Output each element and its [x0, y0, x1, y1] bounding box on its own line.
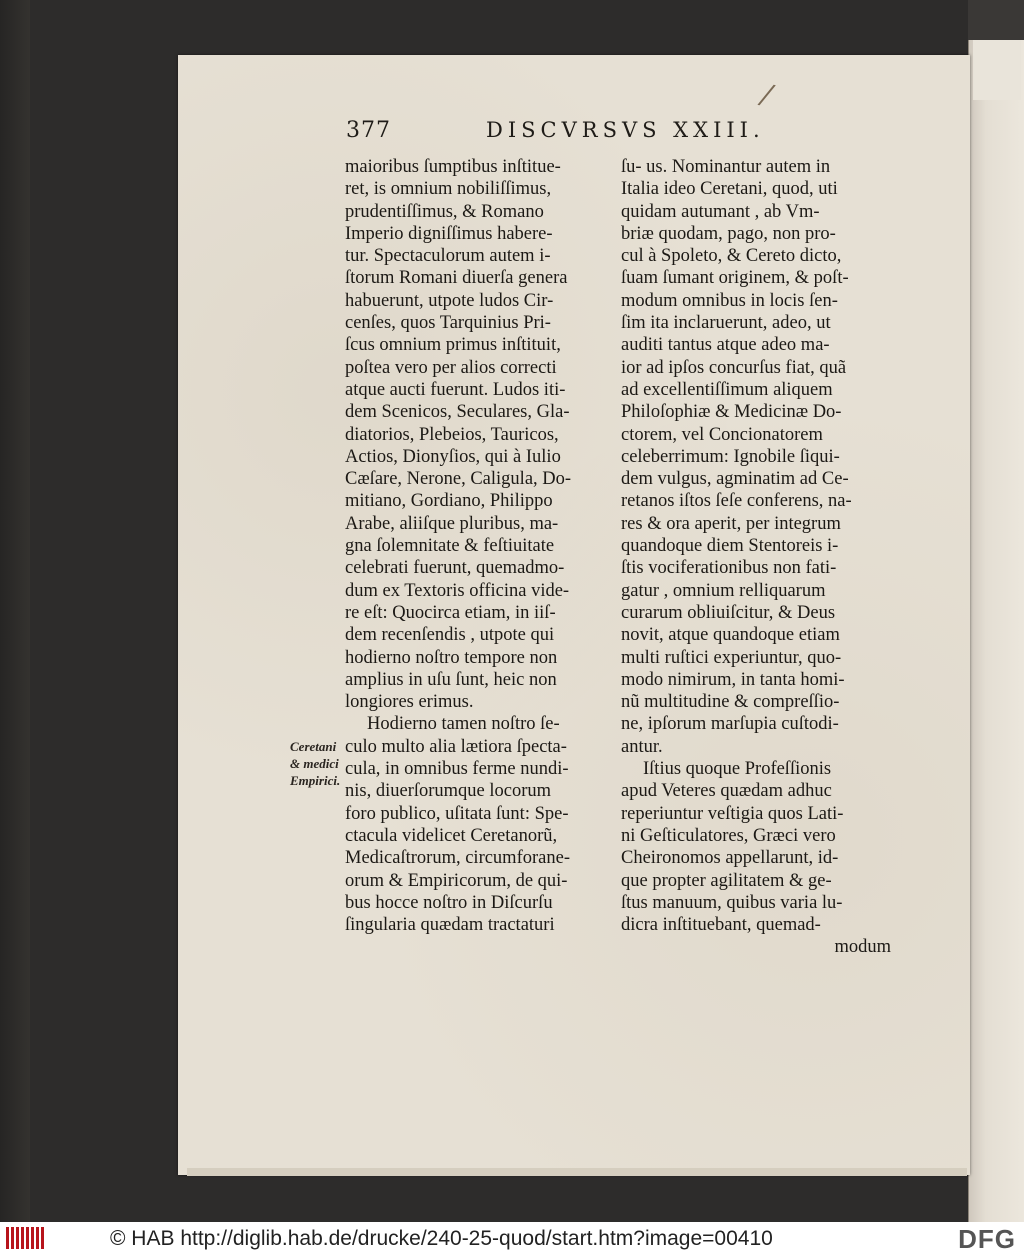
text-line: res & ora aperit, per integrum: [621, 513, 841, 534]
text-line: auditi tantus atque adeo ma-: [621, 335, 830, 356]
dfg-logo: DFG: [958, 1224, 1016, 1254]
text-line: antur.: [621, 736, 663, 757]
page-number: 377: [346, 118, 391, 143]
text-line: ior ad ipſos concurſus fiat, quã: [621, 357, 847, 378]
text-line: Iſtius quoque Profeſſionis: [643, 759, 832, 780]
text-line: longiores erimus.: [345, 692, 474, 713]
text-line: ctorem, vel Concionatorem: [621, 424, 823, 445]
text-line: cula, in omnibus ferme nundi-: [345, 759, 569, 780]
text-line: re eſt: Quocirca etiam, in iiſ-: [345, 602, 556, 623]
text-line: ad excellentiſſimum aliquem: [621, 379, 833, 400]
text-line: Italia ideo Ceretani, quod, uti: [621, 179, 838, 200]
text-line: novit, atque quandoque etiam: [621, 625, 840, 646]
text-line: nis, diuerſorumque locorum: [345, 781, 552, 802]
text-line: cul à Spoleto, & Cereto dicto,: [621, 246, 842, 267]
text-line: briæ quodam, pago, non pro-: [621, 223, 836, 244]
page-bottom-edge: [187, 1168, 967, 1176]
text-line: poſtea vero per alios correcti: [345, 357, 557, 378]
text-line: Hodierno tamen noſtro ſe-: [367, 714, 560, 735]
text-line: ſim ita inclaruerunt, adeo, ut: [621, 313, 831, 334]
scan-background-left: [0, 0, 30, 1222]
marginal-note-line: & medici: [290, 756, 339, 771]
text-line: habuerunt, utpote ludos Cir-: [345, 290, 554, 311]
text-line: quidam autumant , ab Vm-: [621, 201, 820, 222]
text-column-left: [345, 156, 621, 936]
text-line: gatur , omnium relliquarum: [621, 580, 826, 601]
marginal-note: [290, 738, 340, 789]
text-line: celebrati fuerunt, quemadmo-: [345, 558, 565, 579]
adjacent-page-tab: [973, 40, 1021, 100]
text-line: curarum obliuiſcitur, & Deus: [621, 602, 836, 623]
text-line: orum & Empiricorum, de qui-: [345, 870, 568, 891]
text-line: maioribus ſumptibus inſtitue-: [345, 157, 561, 177]
text-line: modo nimirum, in tanta homi-: [621, 669, 845, 690]
footer-bar: [0, 1222, 1024, 1255]
text-line: ret, is omnium nobiliſſimus,: [345, 179, 552, 200]
text-line: modum: [834, 937, 891, 958]
text-line: dum ex Textoris officina vide-: [345, 580, 570, 601]
text-line: nũ multitudine & compreſſio-: [621, 692, 840, 713]
adjacent-page-edge: [968, 40, 1024, 1222]
text-line: cenſes, quos Tarquinius Pri-: [345, 313, 551, 334]
footer-copyright-url[interactable]: © HAB http://diglib.hab.de/drucke/240-25-quod/start.htm?image=00410: [110, 1227, 773, 1250]
text-line: gna ſolemnitate & feſtiuitate: [345, 536, 555, 557]
marginal-note-line: Ceretani: [290, 739, 337, 754]
text-line: dem Scenicos, Seculares, Gla-: [345, 402, 570, 423]
text-line: dicra inſtituebant, quemad-: [621, 915, 821, 936]
text-line: apud Veteres quædam adhuc: [621, 781, 832, 802]
text-line: Cheironomos appellarunt, id-: [621, 848, 839, 869]
text-line: tur. Spectaculorum autem i-: [345, 246, 551, 267]
text-line: dem vulgus, agminatim ad Ce-: [621, 469, 849, 490]
text-line: Arabe, aliiſque pluribus, ma-: [345, 513, 559, 534]
text-line: Medicaſtrorum, circumforane-: [345, 848, 570, 869]
text-line: ſuam ſumant originem, & poſt-: [621, 268, 849, 289]
text-line: ſu- us. Nominantur autem in: [621, 157, 831, 177]
text-line: bus hocce noſtro in Diſcurſu: [345, 892, 553, 913]
text-line: Philoſophiæ & Medicinæ Do-: [621, 402, 842, 423]
text-column-right: [621, 156, 891, 959]
text-line: multi ruſtici experiuntur, quo-: [621, 647, 842, 668]
text-line: celeberrimum: Ignobile ſiqui-: [621, 446, 840, 467]
text-line: prudentiſſimus, & Romano: [345, 201, 544, 222]
text-line: que propter agilitatem & ge-: [621, 870, 832, 891]
running-head-title: DISCVRSVS XXIII.: [486, 118, 765, 142]
hab-logo: [6, 1227, 46, 1249]
text-line: dem recenſendis , utpote qui: [345, 625, 555, 646]
text-line: ſtis vociferationibus non fati-: [621, 558, 837, 579]
text-line: mitiano, Gordiano, Philippo: [345, 491, 553, 512]
text-line: Cæſare, Nerone, Caligula, Do-: [345, 469, 572, 490]
text-line: ſcus omnium primus inſtituit,: [345, 335, 561, 356]
text-line: ſtus manuum, quibus varia lu-: [621, 892, 843, 913]
text-line: amplius in uſu ſunt, heic non: [345, 669, 557, 690]
running-head: [346, 118, 766, 154]
pencil-mark: /: [758, 77, 775, 112]
marginal-note-line: Empirici.: [290, 773, 341, 788]
text-line: modum omnibus in locis ſen-: [621, 290, 838, 311]
text-line: ſtorum Romani diuerſa genera: [345, 268, 568, 289]
text-line: retanos iſtos ſeſe conferens, na-: [621, 491, 852, 512]
text-line: Actios, Dionyſios, qui à Iulio: [345, 446, 561, 467]
scan-background-top-right: [968, 0, 1024, 40]
text-line: quandoque diem Stentoreis i-: [621, 536, 839, 557]
text-line: hodierno noſtro tempore non: [345, 647, 558, 668]
text-line: foro publico, uſitata ſunt: Spe-: [345, 803, 569, 824]
text-line: Imperio digniſſimus habere-: [345, 223, 553, 244]
text-line: ne, ipſorum marſupia cuſtodi-: [621, 714, 839, 735]
text-line: reperiuntur veſtigia quos Lati-: [621, 803, 844, 824]
text-line: diatorios, Plebeios, Tauricos,: [345, 424, 559, 445]
text-line: atque aucti fuerunt. Ludos iti-: [345, 379, 566, 400]
text-line: ctacula videlicet Ceretanorũ,: [345, 825, 558, 846]
text-line: culo multo alia lætiora ſpecta-: [345, 736, 567, 757]
text-line: ſingularia quædam tractaturi: [345, 915, 555, 936]
text-line: ni Geſticulatores, Græci vero: [621, 825, 836, 846]
